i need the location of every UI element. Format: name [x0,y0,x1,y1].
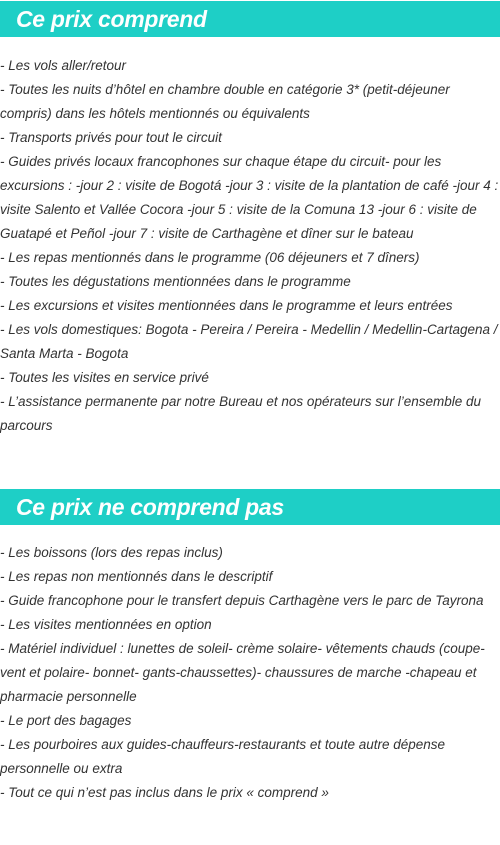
included-item: - L’assistance permanente par notre Bureau et nos opérateurs sur l’ensemble du parcours [0,394,482,433]
excluded-section-title: Ce prix ne comprend pas [0,489,500,525]
included-item: - Toutes les visites en service privé [0,370,209,385]
included-item: - Les excursions et visites mentionnées dans le programme et leurs entrées [0,298,453,313]
excluded-item: - Les boissons (lors des repas inclus) [0,545,223,560]
included-list [0,54,500,438]
excluded-item: - Les repas non mentionnés dans le descriptif [0,569,273,584]
excluded-list [0,541,500,805]
excluded-item: - Guide francophone pour le transfert depuis Carthagène vers le parc de Tayrona [0,593,484,608]
included-item: - Les repas mentionnés dans le programme (06 déjeuners et 7 dîners) [0,250,420,265]
included-item: - Transports privés pour tout le circuit [0,130,222,145]
excluded-section [0,489,500,805]
included-item: - Toutes les dégustations mentionnées dans le programme [0,274,351,289]
included-item: - Les vols domestiques: Bogota - Pereira / Pereira - Medellin / Medellin-Cartagena / Santa Marta - Bogota [0,322,498,361]
included-item: - Guides privés locaux francophones sur chaque étape du circuit- pour les excursions : -jour 2 : visite de Bogotá -jour 3 : visite de la plantation de café -jour 4 : visite Salento et Vallée Cocora -jour 5 : visite de la Comuna 13 -jour 6 : visite de Guatapé et Peñol -jour 7 : visite de Carthagène et dîner sur le bateau [0,154,499,241]
included-section-title: Ce prix comprend [0,1,500,37]
included-section [0,1,500,438]
excluded-item: - Matériel individuel : lunettes de soleil- crème solaire- vêtements chauds (coupe-vent et polaire- bonnet- gants-chaussettes)- chaussures de marche -chapeau et pharmacie personnelle [0,641,485,704]
included-item: - Toutes les nuits d’hôtel en chambre double en catégorie 3* (petit-déjeuner compris) dans les hôtels mentionnés ou équivalents [0,82,450,121]
included-item: - Les vols aller/retour [0,58,127,73]
excluded-item: - Le port des bagages [0,713,132,728]
excluded-item: - Les visites mentionnées en option [0,617,212,632]
excluded-item: - Tout ce qui n’est pas inclus dans le prix « comprend » [0,785,329,800]
excluded-item: - Les pourboires aux guides-chauffeurs-restaurants et toute autre dépense personnelle ou extra [0,737,446,776]
